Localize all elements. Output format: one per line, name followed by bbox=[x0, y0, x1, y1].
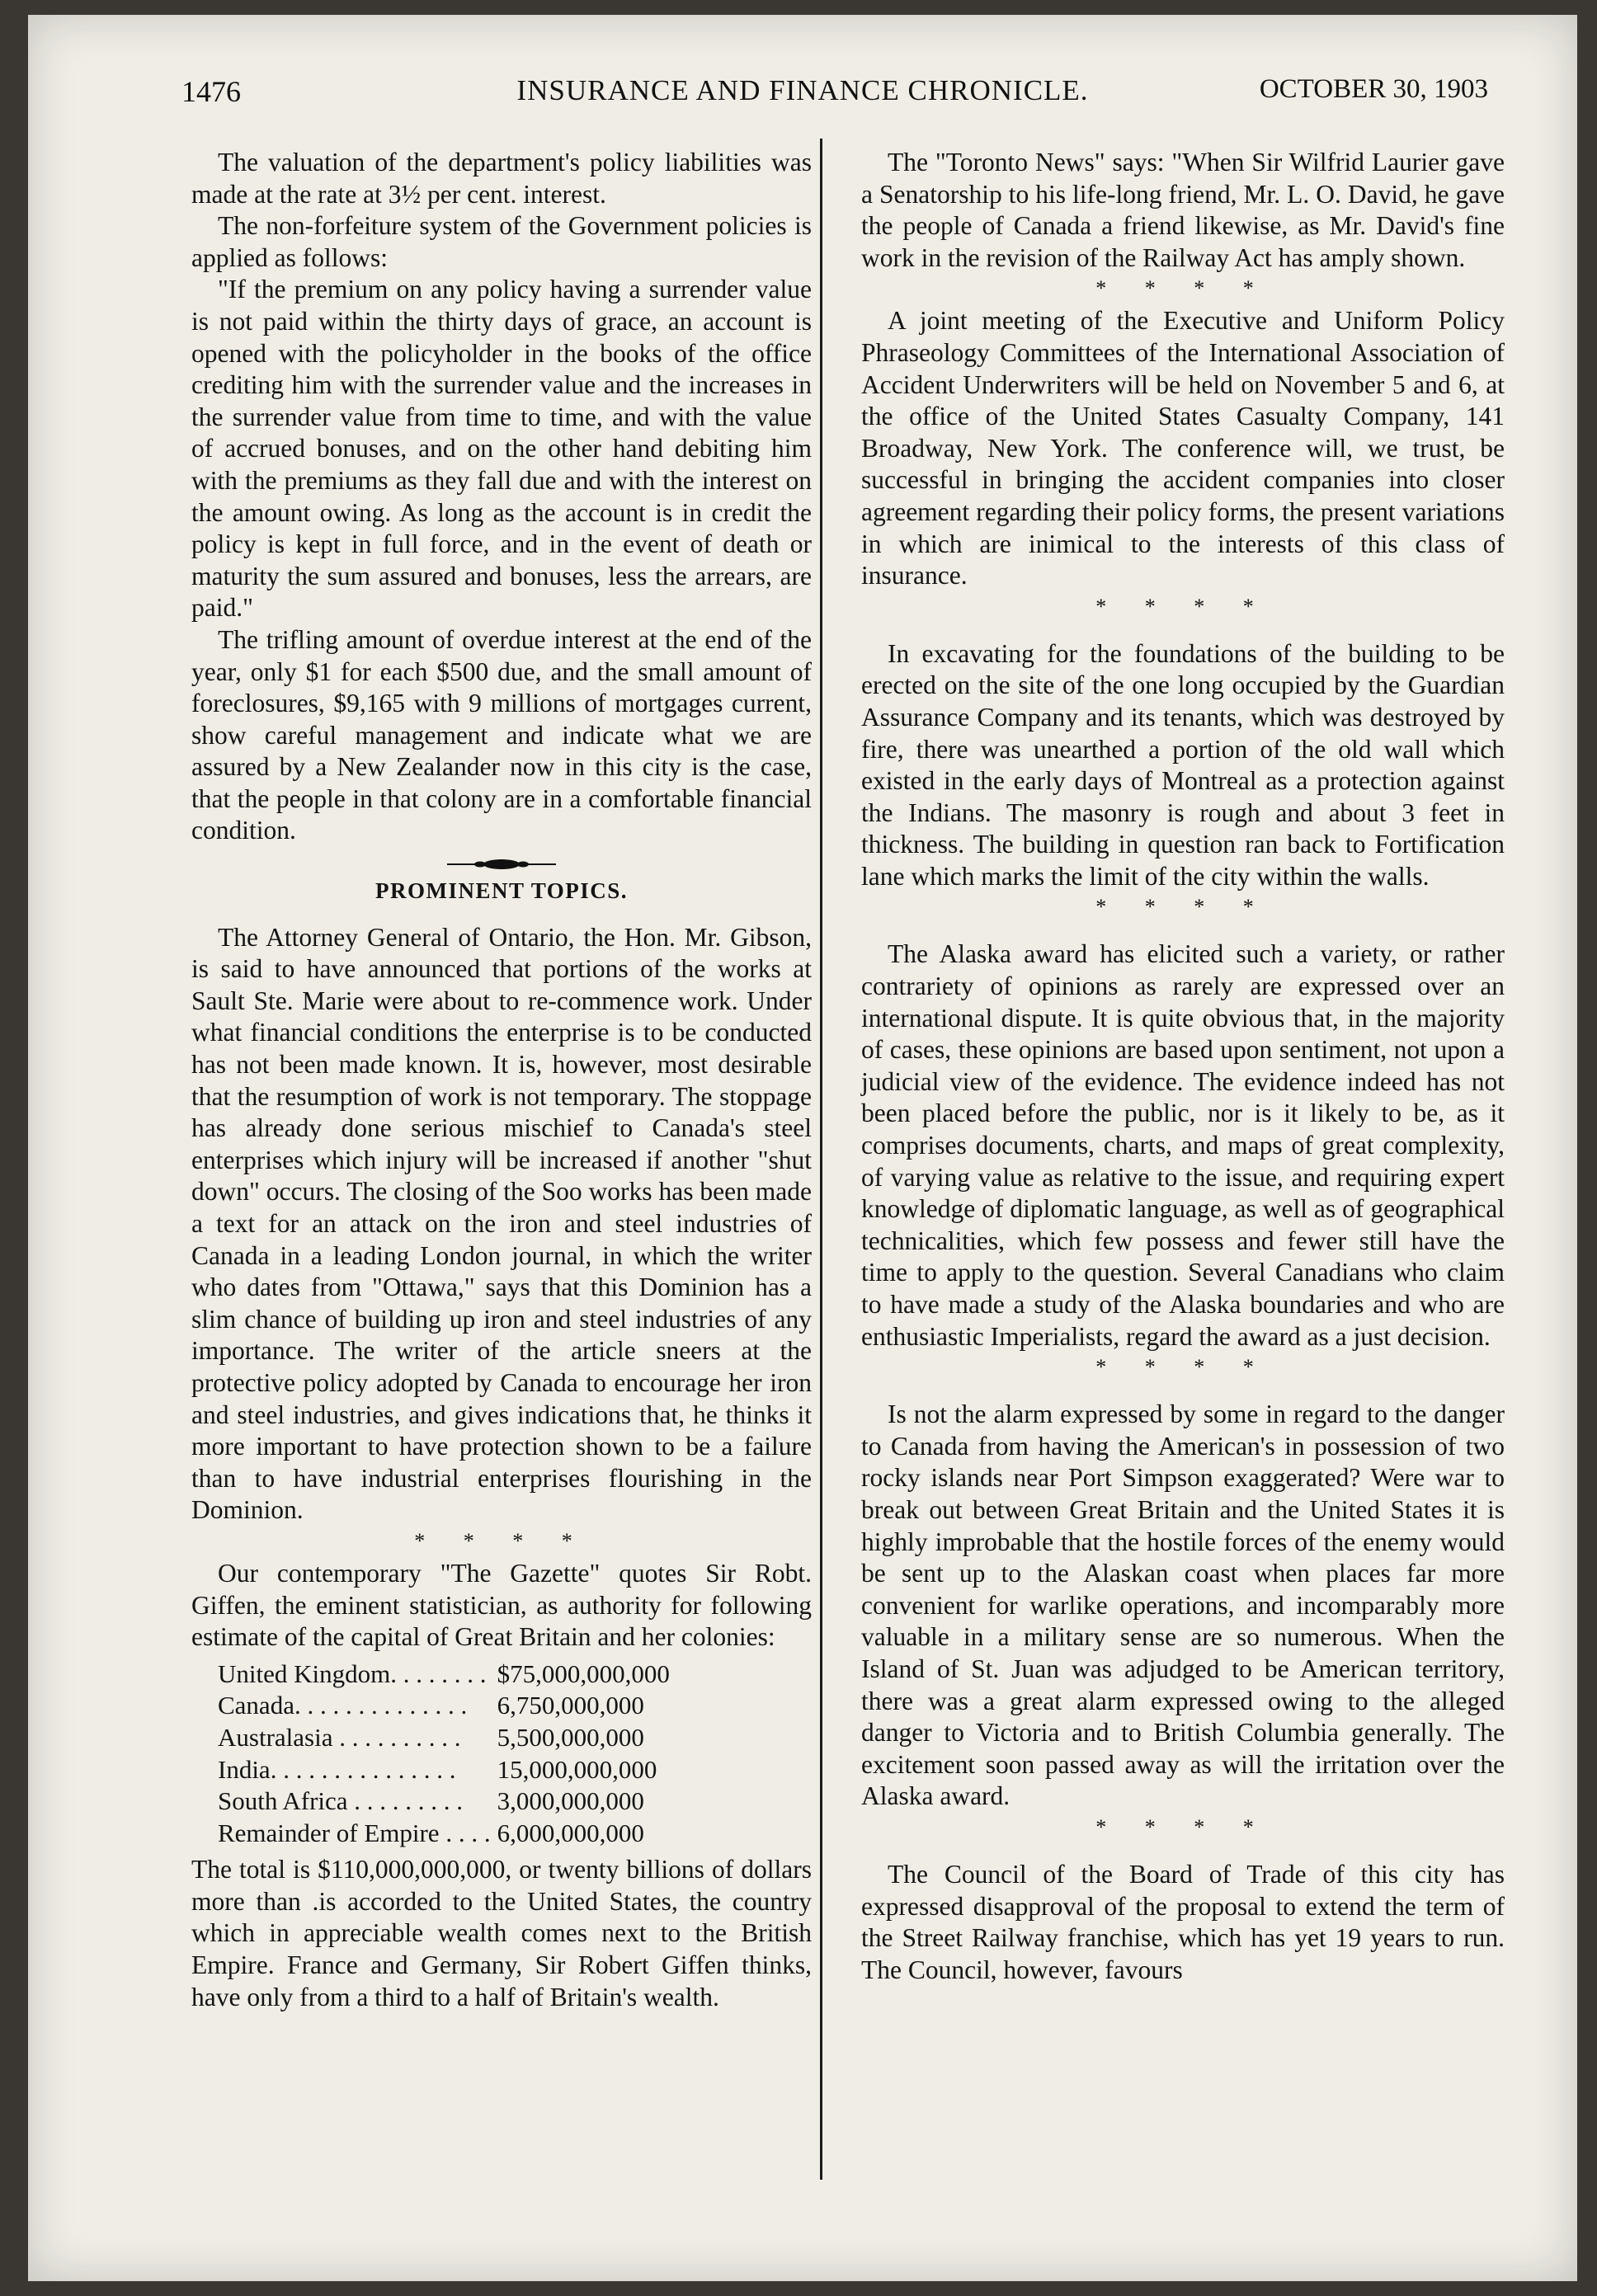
paragraph: Is not the alarm expressed by some in regard to the danger to Canada from having the American's in possession of two rocky islands near Port Simpson exaggerated? Were war to break out between Great Britain and the United States it is highly improbable that the hostile forces of the enemy would be sent up to the Alaskan coast when places far more convenient for warlike operations, and incomparably more valuable in a military sense are so numerous. When the Island of St. Juan was adjudged to be American territory, there was a great alarm expressed owing to the alleged danger to Victoria and to British Columbia generally. The excitement soon passed away as will the irritation over the Alaska award. bbox=[861, 1400, 1505, 1811]
section-heading: PROMINENT TOPICS. bbox=[375, 878, 629, 904]
page-header bbox=[28, 74, 1577, 124]
amount-cell: 5,500,000,000 bbox=[497, 1722, 644, 1752]
paragraph: The valuation of the department's policy liabilities was made at the rate at 3½ per cent. interest. bbox=[191, 148, 812, 209]
region-cell: Remainder of Empire . . . . bbox=[218, 1818, 491, 1847]
section-separator: * * * * bbox=[1095, 276, 1270, 301]
region-cell: United Kingdom. . . . . . . . bbox=[218, 1658, 487, 1688]
table-row bbox=[218, 1722, 670, 1754]
left-column bbox=[191, 147, 812, 2013]
paragraph: The Alaska award has elicited such a variety, or rather contrariety of opinions as rarely are expressed over an international dispute. It is quite obvious that, in the majority of cases, these opinions are based upon sentiment, not upon a judicial view of the evidence. The evidence indeed has not been placed before the public, nor is it likely to be, as it comprises documents, charts, and maps of great complexity, of varying value as relative to the issue, and requiring expert knowledge of diplomatic language, as well as of geographical technicalities, which few possess and fewer still have the time to apply to the question. Several Canadians who claim to have made a study of the Alaska boundaries and who are enthusiastic Imperialists, regard the award as a just decision. bbox=[861, 939, 1505, 1351]
page-number: 1476 bbox=[181, 75, 241, 108]
amount-cell: $75,000,000,000 bbox=[497, 1658, 670, 1688]
region-cell: Canada. . . . . . . . . . . . . . bbox=[218, 1691, 468, 1720]
section-separator: * * * * bbox=[1095, 895, 1270, 920]
paragraph: The "Toronto News" says: "When Sir Wilfrid Laurier gave a Senatorship to his life-long friend, Mr. L. O. David, he gave the people of Canada a friend likewise, as Mr. David's fine work in the revision of the Railway Act has amply shown. bbox=[861, 148, 1505, 272]
column-divider bbox=[820, 139, 822, 2180]
section-separator: * * * * bbox=[414, 1528, 589, 1553]
region-cell: India. . . . . . . . . . . . . . . bbox=[218, 1754, 456, 1784]
paragraph: Our contemporary "The Gazette" quotes Sir Robt. Giffen, the eminent statistician, as authority for following estimate of the capital of Great Britain and her colonies: bbox=[191, 1558, 812, 1652]
ornament-divider-icon bbox=[444, 857, 559, 872]
paragraph: In excavating for the foundations of the building to be erected on the site of the one long occupied by the Guardian Assurance Company and its tenants, which was destroyed by fire, there was unearthed a portion of the old wall which existed in the early days of Montreal as a protection against the Indians. The masonry is rough and about 3 feet in thickness. The building in question ran back to Fortification lane which marks the limit of the city within the walls. bbox=[861, 638, 1505, 891]
region-cell: Australasia . . . . . . . . . . bbox=[218, 1722, 461, 1752]
paragraph: A joint meeting of the Executive and Uniform Policy Phraseology Committees of the International Association of Accident Underwriters will be held on November 5 and 6, at the office of the United States Casualty Company, 141 Broadway, New York. The conference will, we trust, be successful in bringing the accident companies into closer agreement regarding their policy forms, the present variations in which are inimical to the interests of this class of insurance. bbox=[861, 306, 1505, 590]
capital-estimate-table bbox=[218, 1658, 670, 1850]
table-row bbox=[218, 1690, 670, 1722]
issue-date: OCTOBER 30, 1903 bbox=[1259, 74, 1488, 104]
section-separator: * * * * bbox=[1095, 1355, 1270, 1380]
amount-cell: 6,750,000,000 bbox=[497, 1691, 644, 1720]
amount-cell: 3,000,000,000 bbox=[497, 1786, 644, 1816]
region-cell: South Africa . . . . . . . . . bbox=[218, 1786, 464, 1816]
paragraph: The trifling amount of overdue interest at the end of the year, only $1 for each $500 due, and the small amount of foreclosures, $9,165 with 9 millions of mortgages current, show careful management and indicate what we are assured by a New Zealander now in this city is the case, that the people in that colony are in a comfortable financial condition. bbox=[191, 624, 812, 845]
paragraph: The non-forfeiture system of the Government policies is applied as follows: bbox=[191, 211, 812, 272]
table-row bbox=[218, 1818, 670, 1850]
paragraph: The Council of the Board of Trade of this city has expressed disapproval of the proposal to extend the term of the Street Railway franchise, which has yet 19 years to run. The Council, however, favours bbox=[861, 1859, 1505, 1984]
paragraph: The total is $110,000,000,000, or twenty billions of dollars more than .is accorded to the United States, the country which in appreciable wealth comes next to the British Empire. France and Germany, Sir Robert Giffen thinks, have only from a third to a half of Britain's wealth. bbox=[191, 1855, 812, 2011]
table-row bbox=[218, 1754, 670, 1786]
quoted-paragraph: "If the premium on any policy having a surrender value is not paid within the thirty days of grace, an account is opened with the policyholder in the books of the office crediting him with the surrender value and the increases in the surrender value from time to time, and with the value of accrued bonuses, and on the other hand debiting him with the premiums as they fall due and with the interest on the amount owing. As long as the account is in credit the policy is kept in full force, and in the event of death or maturity the sum assured and bonuses, less the arrears, are paid." bbox=[191, 275, 812, 623]
right-column bbox=[861, 147, 1505, 1986]
amount-cell: 6,000,000,000 bbox=[497, 1818, 644, 1847]
paragraph: The Attorney General of Ontario, the Hon. Mr. Gibson, is said to have announced that portions of the works at Sault Ste. Marie were about to re-commence work. Under what financial conditions the enterprise is to be conducted has not been made known. It is, however, most desirable that the resumption of work is not temporary. The stoppage has already done serious mischief to Canada's steel enterprises which injury will be increased if another "shut down" occurs. The closing of the Soo works has been made a text for an attack on the iron and steel industries of Canada in a leading London journal, in which the writer who dates from "Ottawa," says that this Dominion has a slim chance of building up iron and steel industries of any importance. The writer of the article sneers at the protective policy adopted by Canada to encourage her iron and steel industries, and gives indications that, he thinks it more important to have protection shown to be a failure than to have industrial enterprises flourishing in the Dominion. bbox=[191, 922, 812, 1525]
newspaper-page bbox=[28, 15, 1577, 2281]
amount-cell: 15,000,000,000 bbox=[497, 1754, 657, 1784]
table-row bbox=[218, 1786, 670, 1818]
section-separator: * * * * bbox=[1095, 594, 1270, 619]
table-row bbox=[218, 1658, 670, 1691]
section-separator: * * * * bbox=[1095, 1814, 1270, 1839]
publication-title: INSURANCE AND FINANCE CHRONICLE. bbox=[516, 74, 1089, 106]
